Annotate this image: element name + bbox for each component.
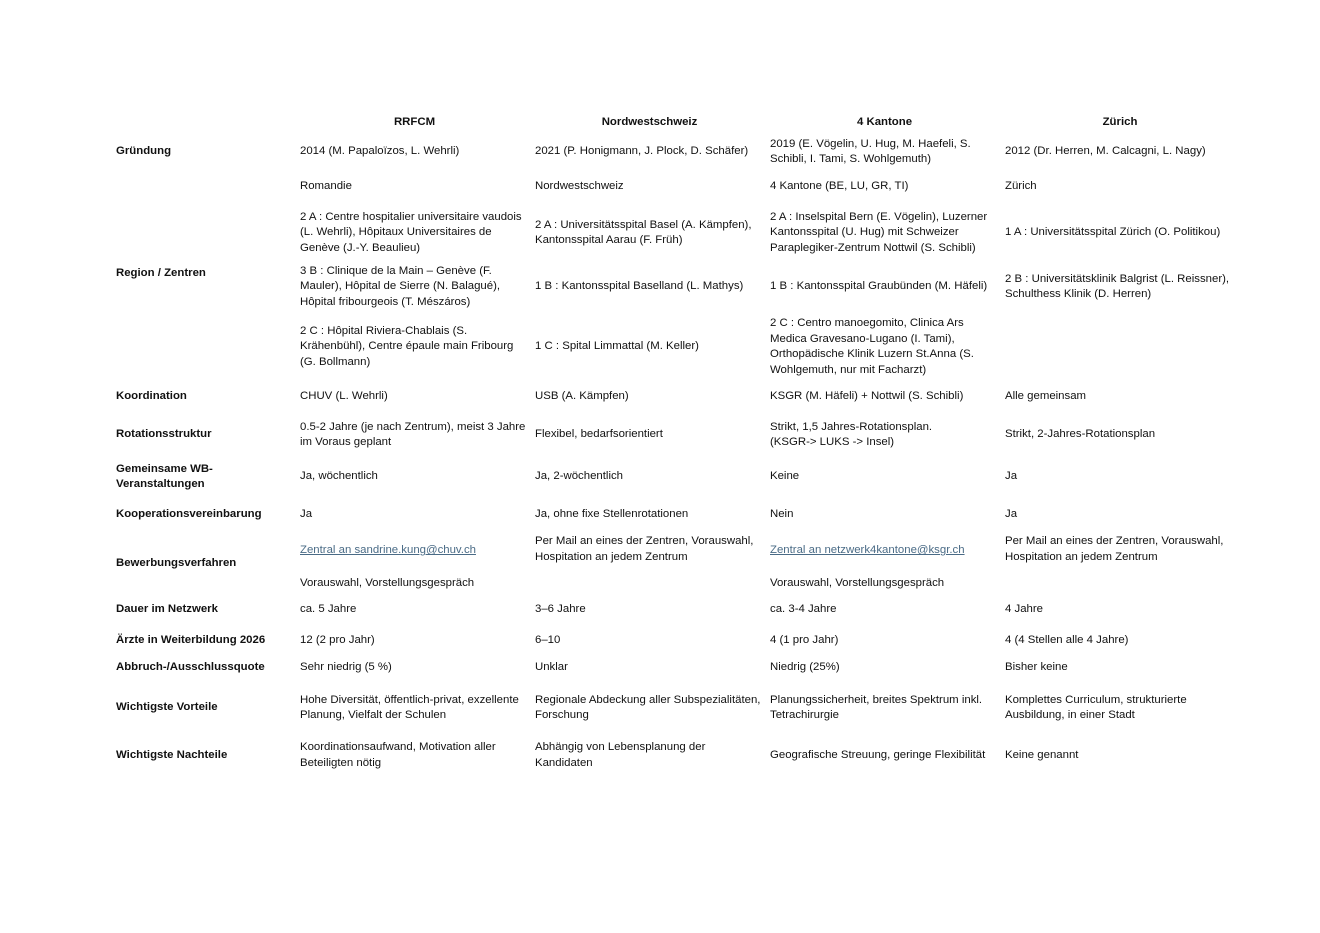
cell-rotation-nordwestschweiz: Flexibel, bedarfsorientiert: [535, 428, 663, 441]
cell-vorteile-zuerich: Komplettes Curriculum, strukturierte Ausbildung, in einer Stadt: [1005, 693, 1187, 721]
cell-koordination-rrfcm: CHUV (L. Wehrli): [300, 390, 388, 403]
cell-aerzte-rrfcm: 12 (2 pro Jahr): [300, 634, 375, 647]
cell-abbruch-zuerich: Bisher keine: [1005, 660, 1068, 673]
cell-abbruch-4-kantone: Niedrig (25%): [770, 660, 840, 673]
table-header: [111, 110, 1241, 136]
header-corner: [111, 110, 300, 136]
cell-dauer-rrfcm: ca. 5 Jahre: [300, 603, 357, 616]
cell-bewerbung-sub-rrfcm: Vorauswahl, Vorstellungsgespräch: [300, 577, 475, 590]
row-label-rotationsstruktur: Rotationsstruktur: [116, 428, 212, 441]
cell-zentren-c-rrfcm: 2 C : Hôpital Riviera-Chablais (S. Krähenbühl), Centre épaule main Fribourg (G. Bollmann): [300, 324, 514, 368]
cell-vorteile-4-kantone: Planungssicherheit, breites Spektrum inkl. Tetrachirurgie: [770, 693, 983, 721]
row-dauer: [111, 597, 1241, 623]
row-label-dauer: Dauer im Netzwerk: [116, 603, 218, 616]
cell-gruendung-zuerich: 2012 (Dr. Herren, M. Calcagni, L. Nagy): [1005, 145, 1206, 158]
cell-zentren-b-zuerich: 2 B : Universitätsklinik Balgrist (L. Reissner), Schulthess Klinik (D. Herren): [1005, 272, 1230, 300]
email-link-rrfcm[interactable]: Zentral an sandrine.kung@chuv.ch: [300, 544, 476, 557]
cell-zentren-b-4-kantone: 1 B : Kantonsspital Graubünden (M. Häfeli): [770, 280, 988, 293]
cell-rotation-zuerich: Strikt, 2-Jahres-Rotationsplan: [1005, 428, 1156, 441]
row-label-aerzte: Ärzte in Weiterbildung 2026: [116, 634, 266, 647]
header-zuerich: Zürich: [1102, 116, 1138, 129]
cell-dauer-nordwestschweiz: 3–6 Jahre: [535, 603, 586, 616]
cell-wb-nordwestschweiz: Ja, 2-wöchentlich: [535, 470, 624, 483]
cell-region-rrfcm: Romandie: [300, 180, 352, 193]
cell-bewerbung-zuerich: Per Mail an eines der Zentren, Vorauswahl, Hospitation an jedem Zentrum: [1005, 535, 1224, 563]
cell-zentren-b-rrfcm: 3 B : Clinique de la Main – Genève (F. Mauler), Hôpital de Sierre (N. Balagué), Hôpital fribourgeois (T. Mészáros): [300, 264, 501, 308]
cell-bewerbung-4-kantone: [770, 531, 1005, 571]
cell-bewerbung-nordwestschweiz: Per Mail an eines der Zentren, Vorauswahl, Hospitation an jedem Zentrum: [535, 535, 754, 563]
row-label-nachteile: Wichtigste Nachteile: [116, 748, 228, 761]
row-nachteile: [111, 740, 1241, 771]
cell-gruendung-nordwestschweiz: 2021 (P. Honigmann, J. Plock, D. Schäfer): [535, 145, 749, 158]
cell-gruendung-rrfcm: 2014 (M. Papaloïzos, L. Wehrli): [300, 145, 460, 158]
cell-dauer-4-kantone: ca. 3-4 Jahre: [770, 603, 837, 616]
cell-rotation-rrfcm: 0.5-2 Jahre (je nach Zentrum), meist 3 Jahre im Voraus geplant: [300, 420, 526, 448]
table-body: [111, 136, 1241, 771]
cell-region-zuerich: Zürich: [1005, 180, 1037, 193]
cell-kooperation-4-kantone: Nein: [770, 507, 794, 520]
cell-zentren-a-nordwestschweiz: 2 A : Universitätsspital Basel (A. Kämpfen), Kantonsspital Aarau (F. Früh): [535, 218, 752, 246]
cell-rotation-4-kantone: [770, 414, 1005, 456]
cell-koordination-nordwestschweiz: USB (A. Kämpfen): [535, 390, 629, 403]
cell-abbruch-rrfcm: Sehr niedrig (5 %): [300, 660, 392, 673]
row-label-abbruchquote: Abbruch-/Ausschlussquote: [116, 660, 265, 673]
cell-nachteile-nordwestschweiz: Abhängig von Lebensplanung der Kandidaten: [535, 741, 706, 769]
cell-koordination-4-kantone: KSGR (M. Häfeli) + Nottwil (S. Schibli): [770, 390, 964, 403]
cell-aerzte-nordwestschweiz: 6–10: [535, 634, 561, 647]
row-abbruchquote: [111, 659, 1241, 676]
cell-region-nordwestschweiz: Nordwestschweiz: [535, 180, 624, 193]
cell-zentren-c-nordwestschweiz: 1 C : Spital Limmattal (M. Keller): [535, 340, 699, 353]
cell-zentren-a-zuerich: 1 A : Universitätsspital Zürich (O. Politikou): [1005, 226, 1221, 239]
cell-vorteile-rrfcm: Hohe Diversität, öffentlich-privat, exzellente Planung, Vielfalt der Schulen: [300, 693, 519, 721]
cell-koordination-zuerich: Alle gemeinsam: [1005, 390, 1087, 403]
cell-nachteile-rrfcm: Koordinationsaufwand, Motivation aller Beteiligten nötig: [300, 741, 496, 769]
cell-zentren-b-nordwestschweiz: 1 B : Kantonsspital Baselland (L. Mathys): [535, 280, 744, 293]
row-label-koordination: Koordination: [116, 390, 187, 403]
cell-aerzte-4-kantone: 4 (1 pro Jahr): [770, 634, 839, 647]
rotation-4-kantone-line2: (KSGR-> LUKS -> Insel): [770, 436, 895, 448]
row-label-bewerbungsverfahren: Bewerbungsverfahren: [116, 557, 237, 570]
row-label-region-zentren: Region / Zentren: [116, 267, 206, 280]
row-vorteile: [111, 676, 1241, 740]
row-bewerbungsverfahren: [111, 531, 1241, 571]
cell-bewerbung-sub-4-kantone: Vorauswahl, Vorstellungsgespräch: [770, 577, 945, 590]
cell-kooperation-rrfcm: Ja: [300, 507, 313, 520]
row-wb-veranstaltungen: [111, 456, 1241, 498]
cell-nachteile-zuerich: Keine genannt: [1005, 748, 1079, 761]
cell-bewerbung-rrfcm: [300, 531, 535, 571]
network-comparison-table: [111, 110, 1241, 771]
row-kooperationsvereinbarung: [111, 498, 1241, 531]
cell-aerzte-zuerich: 4 (4 Stellen alle 4 Jahre): [1005, 634, 1129, 647]
cell-wb-4-kantone: Keine: [770, 470, 800, 483]
cell-zentren-c-zuerich: [1005, 314, 1241, 380]
header-rrfcm: RRFCM: [393, 116, 436, 129]
email-link-4-kantone[interactable]: Zentral an netzwerk4kantone@ksgr.ch: [770, 544, 965, 557]
cell-dauer-zuerich: 4 Jahre: [1005, 603, 1043, 616]
cell-zentren-a-4-kantone: 2 A : Inselspital Bern (E. Vögelin), Luzerner Kantonsspital (U. Hug) mit Schweizer Paraplegiker-Zentrum Nottwil (S. Schibli): [770, 210, 988, 254]
cell-zentren-c-4-kantone: 2 C : Centro manoegomito, Clinica Ars Medica Gravesano-Lugano (I. Tami), Orthopädische Klinik Luzern St.Anna (S. Wohlgemuth, nur mit Facharzt): [770, 317, 974, 376]
row-label-wb-veranstaltungen: Gemeinsame WB-Veranstaltungen: [116, 462, 213, 490]
header-row: [111, 110, 1241, 136]
row-koordination: [111, 380, 1241, 414]
row-aerzte: [111, 623, 1241, 659]
cell-zentren-a-rrfcm: 2 A : Centre hospitalier universitaire vaudois (L. Wehrli), Hôpitaux Universitaires de Genève (J.-Y. Beaulieu): [300, 210, 522, 254]
cell-region-4-kantone: 4 Kantone (BE, LU, GR, TI): [770, 180, 909, 193]
row-label-gruendung: Gründung: [116, 145, 172, 158]
row-rotationsstruktur: [111, 414, 1241, 456]
cell-abbruch-nordwestschweiz: Unklar: [535, 660, 568, 673]
header-4-kantone: 4 Kantone: [856, 116, 913, 129]
cell-wb-zuerich: Ja: [1005, 470, 1018, 483]
cell-kooperation-zuerich: Ja: [1005, 507, 1018, 520]
row-gruendung: [111, 136, 1241, 168]
header-nordwestschweiz: Nordwestschweiz: [601, 116, 698, 129]
cell-wb-rrfcm: Ja, wöchentlich: [300, 470, 378, 483]
rotation-4-kantone-line1: Strikt, 1,5 Jahres-Rotationsplan.: [770, 420, 933, 433]
row-label-vorteile: Wichtigste Vorteile: [116, 701, 218, 714]
cell-gruendung-4-kantone: 2019 (E. Vögelin, U. Hug, M. Haefeli, S. Schibli, I. Tami, S. Wohlgemuth): [770, 137, 971, 165]
cell-vorteile-nordwestschweiz: Regionale Abdeckung aller Subspezialitäten, Forschung: [535, 693, 761, 721]
cell-kooperation-nordwestschweiz: Ja, ohne fixe Stellenrotationen: [535, 507, 689, 520]
row-region: [111, 168, 1241, 206]
row-label-kooperationsvereinbarung: Kooperationsvereinbarung: [116, 507, 262, 520]
cell-nachteile-4-kantone: Geografische Streuung, geringe Flexibilität: [770, 748, 986, 761]
